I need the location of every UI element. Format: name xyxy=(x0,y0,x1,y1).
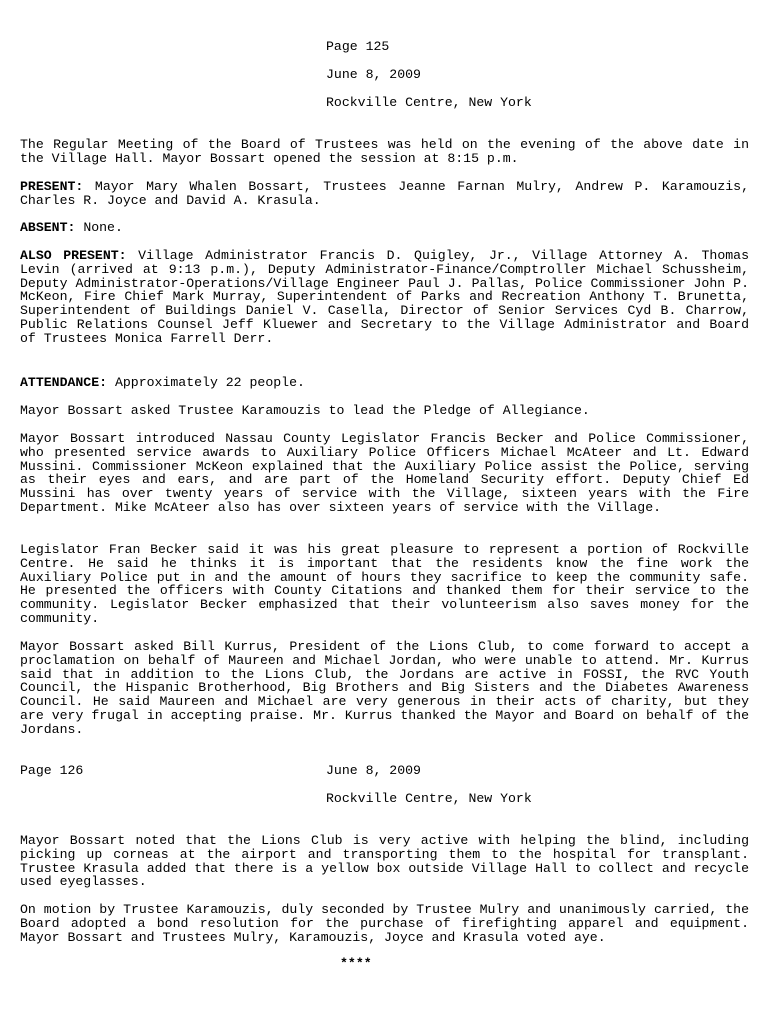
attendance-paragraph xyxy=(20,376,749,390)
becker-paragraph: Legislator Fran Becker said it was his great pleasure to represent a portion of Rockville Centre. He said he thinks it is important that the residents know the fine work the Auxiliary Police put in and the amount of hours they sacrifice to keep the community safe. He presented the officers with County Citations and thanked them for their service to the community. Legislator Becker emphasized that their volunteerism also saves money for the community. xyxy=(20,542,749,626)
lions-paragraph: Mayor Bossart asked Bill Kurrus, President of the Lions Club, to come forward to accept a proclamation on behalf of Maureen and Michael Jordan, who were unable to attend. Mr. Kurrus said that in addition to the Lions Club, the Jordans are active in FOSSI, the RVC Youth Council, the Hispanic Brotherhood, Big Brothers and Big Sisters and the Diabetes Awareness Council. He said Maureen and Michael are very generous in their acts of charity, but they are very frugal in accepting praise. Mr. Kurrus thanked the Mayor and Board on behalf of the Jordans. xyxy=(20,639,749,737)
present-text: Mayor Mary Whalen Bossart, Trustees Jeanne Farnan Mulry, Andrew P. Karamouzis, Charles R. Joyce and David A. Krasula. xyxy=(20,179,749,208)
present-paragraph xyxy=(20,180,749,208)
meeting-date: June 8, 2009 xyxy=(326,763,421,778)
also-present-text: Village Administrator Francis D. Quigley, Jr., Village Attorney A. Thomas Levin (arrived at 9:13 p.m.), Deputy Administrator-Finance/Comptroller Michael Schussheim, Deputy Administrator-Operations/Village Engineer Paul J. Pallas, Police Commissioner John P. McKeon, Fire Chief Mark Murray, Superintendent of Parks and Recreation Anthony T. Brunetta, Superintendent of Buildings Daniel V. Casella, Director of Senior Services Cyd B. Charrow, Public Relations Counsel Jeff Kluewer and Secretary to the Village Administrator and Board of Trustees Monica Farrell Derr. xyxy=(20,248,749,346)
absent-text: None. xyxy=(75,220,123,235)
meeting-date: June 8, 2009 xyxy=(326,67,421,82)
absent-label: ABSENT: xyxy=(20,220,76,235)
meeting-location: Rockville Centre, New York xyxy=(326,95,532,110)
awards-paragraph: Mayor Bossart introduced Nassau County Legislator Francis Becker and Police Commissioner, who presented service awards to Auxiliary Police Officers Michael McAteer and Lt. Edward Mussini. Commissioner McKeon explained that the Auxiliary Police assist the Police, serving as their eyes and ears, and are part of the Homeland Security effort. Deputy Chief Ed Mussini has over twenty years of service with the Village, sixteen years with the Fire Department. Mike McAteer also has over sixteen years of service with the Village. xyxy=(20,431,749,515)
pledge-paragraph: Mayor Bossart asked Trustee Karamouzis to lead the Pledge of Allegiance. xyxy=(20,403,590,418)
attendance-text: Approximately 22 people. xyxy=(107,375,305,390)
also-present-paragraph xyxy=(20,249,749,346)
page-number: Page 126 xyxy=(20,763,84,778)
also-present-label: ALSO PRESENT: xyxy=(20,248,127,263)
absent-paragraph xyxy=(20,221,749,235)
attendance-label: ATTENDANCE: xyxy=(20,375,108,390)
page-number: Page 125 xyxy=(326,39,390,54)
section-separator: **** xyxy=(340,956,372,971)
blind-paragraph: Mayor Bossart noted that the Lions Club is very active with helping the blind, including picking up corneas at the airport and transporting them to the hospital for transplant. Trustee Krasula added that there is a yellow box outside Village Hall to collect and recycle used eyeglasses. xyxy=(20,833,749,890)
present-label: PRESENT: xyxy=(20,179,84,194)
intro-paragraph: The Regular Meeting of the Board of Trustees was held on the evening of the above date in the Village Hall. Mayor Bossart opened the session at 8:15 p.m. xyxy=(20,137,749,166)
meeting-location: Rockville Centre, New York xyxy=(326,791,532,806)
motion-paragraph: On motion by Trustee Karamouzis, duly seconded by Trustee Mulry and unanimously carried, the Board adopted a bond resolution for the purchase of firefighting apparel and equipment. Mayor Bossart and Trustees Mulry, Karamouzis, Joyce and Krasula voted aye. xyxy=(20,902,749,945)
